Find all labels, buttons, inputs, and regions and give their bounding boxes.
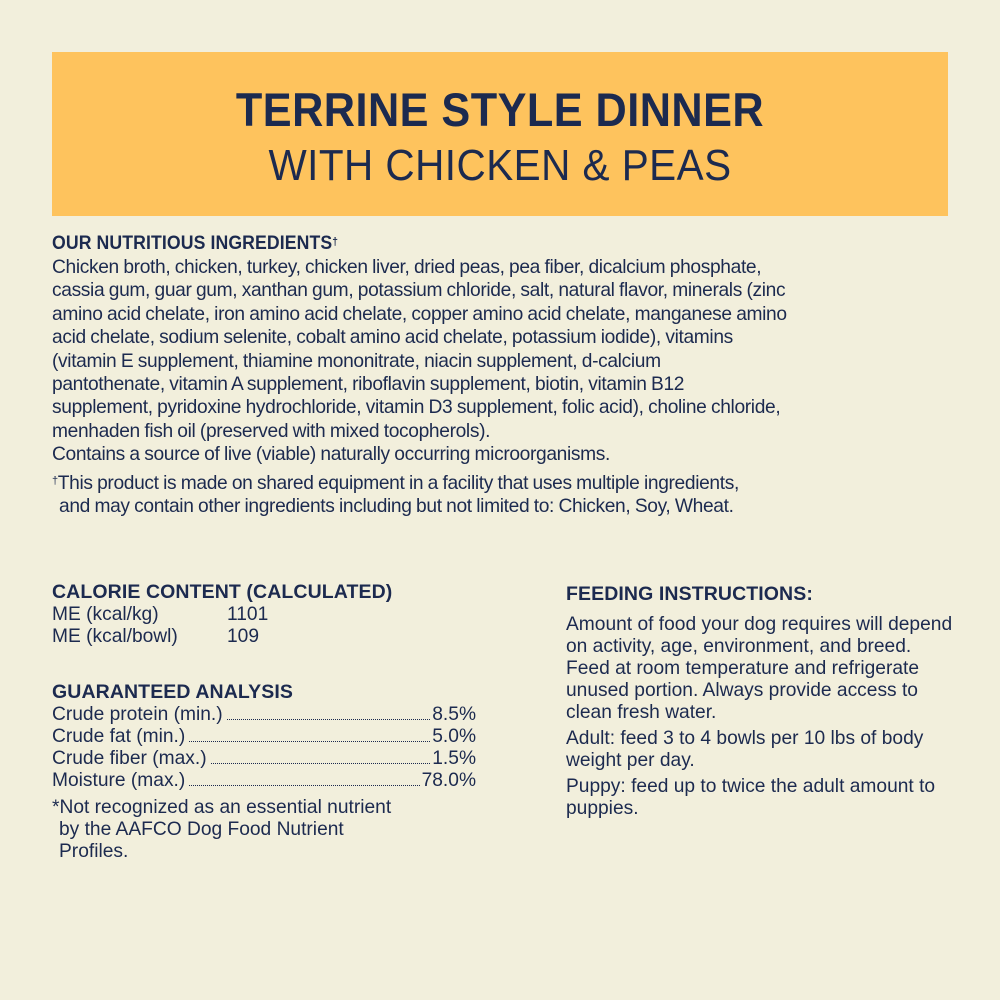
analysis-label: Moisture (max.) — [52, 770, 186, 791]
feeding-paragraph: Amount of food your dog requires will depend on activity, age, environment, and breed. Feed at room temperature and refrigerate unused portion. Always provide access to clean fresh water. — [566, 614, 953, 723]
calorie-row — [52, 604, 492, 626]
ingredients-line: acid chelate, sodium selenite, cobalt amino acid chelate, potassium iodide), vitamins — [52, 327, 733, 349]
calorie-value: 109 — [227, 626, 260, 647]
dot-leader — [227, 719, 431, 720]
disclaimer-line: This product is made on shared equipment in a facility that uses multiple ingredients, — [57, 472, 739, 494]
calorie-label: ME (kcal/kg) — [52, 604, 159, 625]
analysis-value: 5.0% — [432, 726, 476, 747]
analysis-row — [52, 704, 476, 726]
analysis-row — [52, 770, 476, 792]
aafco-note-line: by the AAFCO Dog Food Nutrient — [59, 819, 344, 840]
analysis-row — [52, 726, 476, 748]
ingredients-list — [52, 256, 952, 518]
ingredients-line: pantothenate, vitamin A supplement, riboflavin supplement, biotin, vitamin B12 — [52, 374, 685, 396]
ingredients-line: Chicken broth, chicken, turkey, chicken liver, dried peas, pea fiber, dicalcium phosphate, — [52, 257, 762, 278]
microorganisms-note: Contains a source of live (viable) naturally occurring microorganisms. — [52, 444, 611, 466]
ingredients-line: menhaden fish oil (preserved with mixed tocopherols). — [52, 420, 491, 442]
feeding-puppy: Puppy: feed up to twice the adult amount to puppies. — [566, 776, 936, 819]
dot-leader — [211, 763, 431, 764]
calorie-content-heading: CALORIE CONTENT (CALCULATED) — [52, 581, 393, 603]
analysis-label: Crude fat (min.) — [52, 726, 186, 747]
aafco-note-line: *Not recognized as an essential nutrient — [52, 797, 392, 818]
disclaimer-line: and may contain other ingredients including but not limited to: Chicken, Soy, Wheat. — [59, 496, 734, 518]
dagger-mark: † — [332, 236, 339, 248]
feeding-adult: Adult: feed 3 to 4 bowls per 10 lbs of body weight per day. — [566, 728, 924, 771]
product-title-banner — [52, 52, 948, 216]
dot-leader — [189, 741, 430, 742]
calorie-value: 1101 — [227, 604, 269, 625]
dot-leader — [189, 785, 419, 786]
feeding-instructions-section — [566, 582, 956, 820]
feeding-instructions-heading: FEEDING INSTRUCTIONS: — [566, 583, 813, 605]
aafco-note-line: Profiles. — [59, 841, 129, 862]
ingredients-section — [52, 232, 952, 518]
guaranteed-analysis-section — [52, 680, 492, 863]
analysis-label: Crude protein (min.) — [52, 704, 223, 725]
analysis-value: 1.5% — [432, 748, 476, 769]
calorie-label: ME (kcal/bowl) — [52, 626, 178, 647]
ingredients-line: supplement, pyridoxine hydrochloride, vitamin D3 supplement, folic acid), choline chloride, — [52, 397, 781, 419]
guaranteed-analysis-heading: GUARANTEED ANALYSIS — [52, 681, 293, 703]
ingredients-heading-text: OUR NUTRITIOUS INGREDIENTS — [52, 233, 333, 254]
ingredients-line: cassia gum, guar gum, xanthan gum, potassium chloride, salt, natural flavor, minerals (zinc — [52, 280, 786, 302]
ingredients-line: amino acid chelate, iron amino acid chelate, copper amino acid chelate, manganese amino — [52, 303, 787, 325]
analysis-value: 8.5% — [432, 704, 476, 725]
product-subtitle: WITH CHICKEN & PEAS — [268, 141, 732, 190]
dagger-mark: † — [52, 474, 58, 487]
analysis-value: 78.0% — [421, 770, 476, 791]
ingredients-line: (vitamin E supplement, thiamine mononitrate, niacin supplement, d-calcium — [52, 350, 661, 372]
aafco-note — [52, 797, 482, 863]
calorie-content-section — [52, 580, 492, 648]
analysis-label: Crude fiber (max.) — [52, 748, 207, 769]
analysis-row — [52, 748, 476, 770]
left-column — [52, 580, 492, 863]
ingredients-heading — [52, 232, 889, 256]
calorie-row — [52, 626, 492, 648]
product-title: TERRINE STYLE DINNER — [235, 83, 765, 136]
allergen-disclaimer — [52, 472, 952, 519]
